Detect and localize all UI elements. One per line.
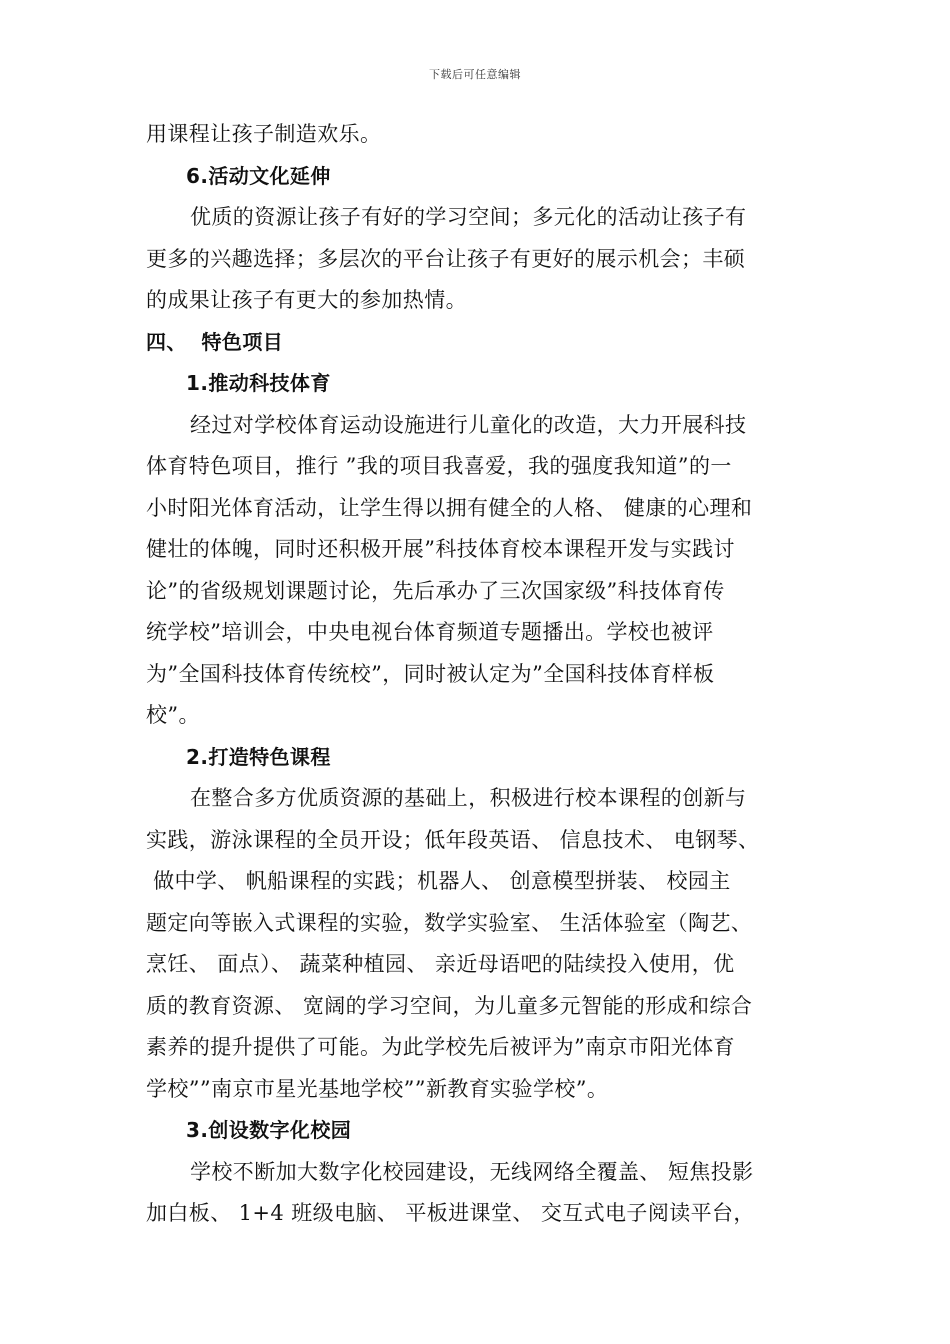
subsection-heading: 3.创设数字化校园 (186, 1118, 352, 1142)
paragraph-line: 更多的兴趣选择；多层次的平台让孩子有更好的展示机会；丰硕 (146, 246, 746, 271)
paragraph-line: 健壮的体魄，同时还积极开展”科技体育校本课程开发与实践讨 (146, 537, 735, 561)
page-header-note: 下载后可任意编辑 (429, 68, 521, 81)
paragraph-line: 统学校”培训会，中央电视台体育频道专题播出。学校也被评 (146, 620, 714, 644)
subsection-heading: 1.推动科技体育 (186, 371, 331, 395)
paragraph-line: 实践，游泳课程的全员开设；低年段英语、 信息技术、 电钢琴、 (146, 827, 760, 852)
paragraph-line: 经过对学校体育运动设施进行儿童化的改造，大力开展科技 (190, 412, 747, 437)
paragraph-line: 烹饪、 面点）、 蔬菜种植园、 亲近母语吧的陆续投入使用，优 (146, 952, 735, 976)
paragraph-line: 学校不断加大数字化校园建设，无线网络全覆盖、 短焦投影 (190, 1159, 754, 1184)
subsection-heading: 2.打造特色课程 (186, 744, 331, 769)
paragraph-line: 质的教育资源、 宽阔的学习空间，为儿童多元智能的形成和综合 (146, 993, 753, 1018)
document-body (146, 114, 818, 1235)
paragraph-line: 素养的提升提供了可能。为此学校先后被评为”南京市阳光体育 (146, 1035, 735, 1059)
paragraph-line: 的成果让孩子有更大的参加热情。 (146, 288, 467, 312)
paragraph-line: 小时阳光体育活动，让学生得以拥有健全的人格、 健康的心理和 (146, 495, 753, 520)
section-heading: 四、 特色项目 (146, 329, 284, 354)
paragraph-line: 题定向等嵌入式课程的实验，数学实验室、 生活体验室（陶艺、 (146, 910, 753, 935)
paragraph-line: 论”的省级规划课题讨论，先后承办了三次国家级”科技体育传 (146, 578, 725, 603)
paragraph-line: 用课程让孩子制造欢乐。 (146, 122, 382, 146)
paragraph-line: 为”全国科技体育传统校”，同时被认定为”全国科技体育样板 (146, 661, 715, 686)
paragraph-line: 做中学、 帆船课程的实践；机器人、 创意模型拼装、 校园主 (146, 869, 731, 893)
paragraph-line: 校”。 (146, 703, 200, 727)
paragraph-line: 在整合多方优质资源的基础上，积极进行校本课程的创新与 (190, 786, 747, 810)
paragraph-line: 体育特色项目，推行 ”我的项目我喜爱，我的强度我知道”的一 (146, 454, 732, 478)
paragraph-line: 优质的资源让孩子有好的学习空间；多元化的活动让孩子有 (190, 205, 747, 229)
subsection-heading: 6.活动文化延伸 (186, 163, 331, 188)
paragraph-line: 加白板、 1+4 班级电脑、 平板进课堂、 交互式电子阅读平台， (146, 1201, 755, 1225)
paragraph-line: 学校””南京市星光基地学校””新教育实验学校”。 (146, 1076, 609, 1101)
